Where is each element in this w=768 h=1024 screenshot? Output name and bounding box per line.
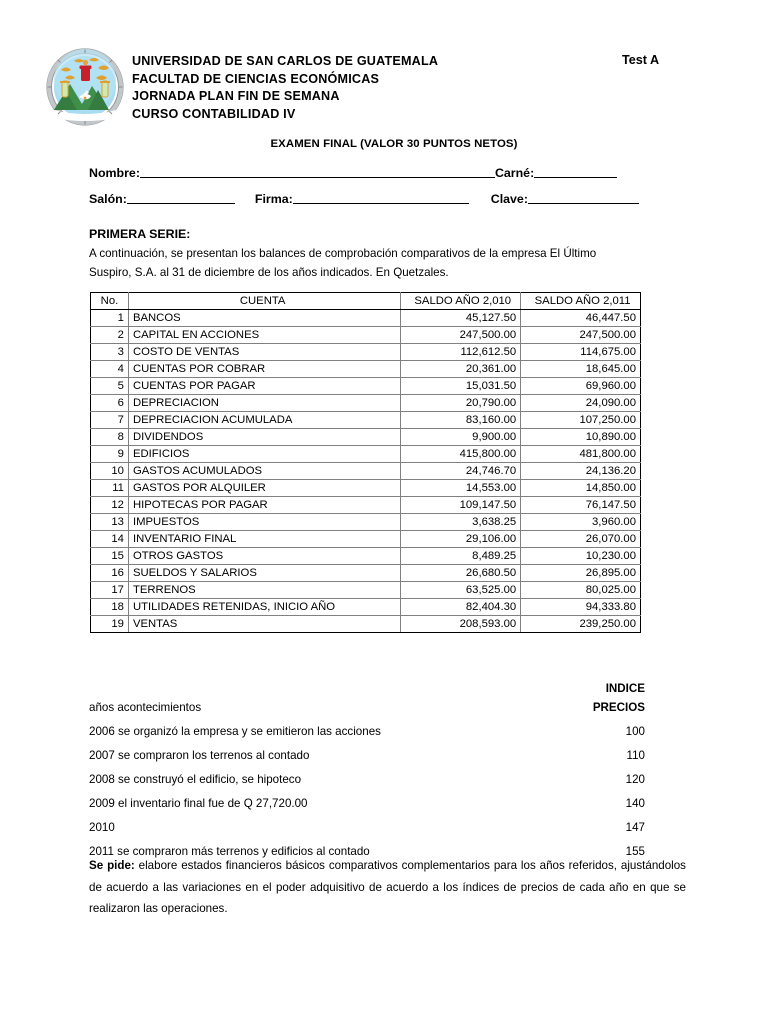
cell-saldo-2010: 20,790.00 bbox=[401, 395, 521, 412]
cell-saldo-2011: 94,333.80 bbox=[521, 599, 641, 616]
indice-row bbox=[89, 720, 645, 744]
column-header-cuenta: CUENTA bbox=[128, 293, 400, 310]
balance-comprobacion-table bbox=[90, 292, 641, 633]
se-pide-paragraph bbox=[89, 855, 686, 920]
cell-saldo-2010: 3,638.25 bbox=[401, 514, 521, 531]
cell-saldo-2010: 415,800.00 bbox=[401, 446, 521, 463]
form-row-nombre-carne bbox=[89, 164, 689, 180]
firma-input[interactable] bbox=[293, 191, 469, 204]
cell-no: 14 bbox=[91, 531, 129, 548]
usac-seal-icon bbox=[46, 48, 124, 126]
indice-row bbox=[89, 792, 645, 816]
cell-saldo-2010: 82,404.30 bbox=[401, 599, 521, 616]
indice-row bbox=[89, 744, 645, 768]
table-row bbox=[91, 616, 641, 633]
cell-cuenta: CUENTAS POR PAGAR bbox=[128, 378, 400, 395]
cell-saldo-2011: 26,070.00 bbox=[521, 531, 641, 548]
cell-no: 9 bbox=[91, 446, 129, 463]
table-row bbox=[91, 446, 641, 463]
cell-saldo-2010: 45,127.50 bbox=[401, 310, 521, 327]
cell-saldo-2011: 107,250.00 bbox=[521, 412, 641, 429]
cell-cuenta: IMPUESTOS bbox=[128, 514, 400, 531]
indice-event-text: 2010 bbox=[89, 821, 115, 834]
cell-saldo-2011: 18,645.00 bbox=[521, 361, 641, 378]
table-header bbox=[91, 293, 641, 310]
indice-value: 120 bbox=[625, 773, 645, 786]
indice-value: 155 bbox=[625, 845, 645, 858]
column-header-saldo-2010: SALDO AÑO 2,010 bbox=[401, 293, 521, 310]
table-row bbox=[91, 429, 641, 446]
nombre-label: Nombre: bbox=[89, 166, 140, 180]
indice-event-text: 2011 se compraron más terrenos y edificios al contado bbox=[89, 845, 370, 858]
table-row bbox=[91, 599, 641, 616]
cell-saldo-2010: 83,160.00 bbox=[401, 412, 521, 429]
form-row-salon-firma-clave bbox=[89, 190, 689, 206]
nombre-input[interactable] bbox=[140, 165, 495, 178]
cell-saldo-2011: 3,960.00 bbox=[521, 514, 641, 531]
se-pide-lead: Se pide: bbox=[89, 859, 135, 872]
cell-no: 15 bbox=[91, 548, 129, 565]
cell-no: 7 bbox=[91, 412, 129, 429]
cell-no: 3 bbox=[91, 344, 129, 361]
clave-input[interactable] bbox=[528, 191, 639, 204]
cell-saldo-2010: 26,680.50 bbox=[401, 565, 521, 582]
cell-cuenta: GASTOS ACUMULADOS bbox=[128, 463, 400, 480]
institution-line-4: CURSO CONTABILIDAD IV bbox=[132, 106, 296, 121]
cell-cuenta: TERRENOS bbox=[128, 582, 400, 599]
table-row bbox=[91, 565, 641, 582]
cell-saldo-2010: 109,147.50 bbox=[401, 497, 521, 514]
cell-cuenta: SUELDOS Y SALARIOS bbox=[128, 565, 400, 582]
indice-legend-row bbox=[89, 696, 645, 720]
section-title-primera-serie: PRIMERA SERIE: bbox=[89, 227, 191, 241]
cell-cuenta: COSTO DE VENTAS bbox=[128, 344, 400, 361]
exam-title: EXAMEN FINAL (VALOR 30 PUNTOS NETOS) bbox=[270, 138, 518, 150]
indice-event-text: 2008 se construyó el edificio, se hipoteco bbox=[89, 773, 302, 786]
indice-event-text: 2007 se compraron los terrenos al contado bbox=[89, 749, 310, 762]
cell-no: 4 bbox=[91, 361, 129, 378]
indice-value: 147 bbox=[625, 821, 645, 834]
cell-no: 1 bbox=[91, 310, 129, 327]
cell-no: 13 bbox=[91, 514, 129, 531]
cell-saldo-2011: 24,090.00 bbox=[521, 395, 641, 412]
section-intro-paragraph: A continuación, se presentan los balances de comprobación comparativos de la empresa El Último Suspiro, S.A. al 31 de diciembre de los años indicados. En Quetzales. bbox=[89, 247, 597, 279]
column-header-saldo-2011: SALDO AÑO 2,011 bbox=[521, 293, 641, 310]
salon-label: Salón: bbox=[89, 192, 127, 206]
cell-saldo-2011: 24,136.20 bbox=[521, 463, 641, 480]
table-row bbox=[91, 395, 641, 412]
cell-saldo-2010: 24,746.70 bbox=[401, 463, 521, 480]
se-pide-body: elabore estados financieros básicos comparativos complementarios para los años referidos, ajustándolos de acuerdo a las variaciones en el poder adquisitivo de acuerdo a los índices de precios de cada año en que se realizaron las operaciones. bbox=[89, 859, 686, 915]
indice-value: 110 bbox=[626, 749, 645, 762]
cell-saldo-2011: 481,800.00 bbox=[521, 446, 641, 463]
cell-saldo-2011: 26,895.00 bbox=[521, 565, 641, 582]
cell-saldo-2010: 15,031.50 bbox=[401, 378, 521, 395]
cell-saldo-2011: 14,850.00 bbox=[521, 480, 641, 497]
cell-cuenta: VENTAS bbox=[128, 616, 400, 633]
cell-saldo-2010: 9,900.00 bbox=[401, 429, 521, 446]
indice-precios-section bbox=[89, 681, 645, 864]
cell-cuenta: OTROS GASTOS bbox=[128, 548, 400, 565]
cell-cuenta: DIVIDENDOS bbox=[128, 429, 400, 446]
table-row bbox=[91, 531, 641, 548]
cell-saldo-2011: 239,250.00 bbox=[521, 616, 641, 633]
cell-saldo-2011: 46,447.50 bbox=[521, 310, 641, 327]
indice-row bbox=[89, 768, 645, 792]
institution-line-1: UNIVERSIDAD DE SAN CARLOS DE GUATEMALA bbox=[132, 54, 439, 68]
cell-saldo-2011: 10,890.00 bbox=[521, 429, 641, 446]
cell-cuenta: HIPOTECAS POR PAGAR bbox=[128, 497, 400, 514]
cell-cuenta: CAPITAL EN ACCIONES bbox=[128, 327, 400, 344]
cell-no: 2 bbox=[91, 327, 129, 344]
cell-saldo-2010: 29,106.00 bbox=[401, 531, 521, 548]
cell-saldo-2011: 114,675.00 bbox=[521, 344, 641, 361]
cell-saldo-2011: 10,230.00 bbox=[521, 548, 641, 565]
table-row bbox=[91, 463, 641, 480]
table-row bbox=[91, 378, 641, 395]
indice-rows-container bbox=[89, 720, 645, 864]
table-row bbox=[91, 497, 641, 514]
table-row bbox=[91, 310, 641, 327]
table-header-row bbox=[91, 293, 641, 310]
table-row bbox=[91, 480, 641, 497]
cell-no: 8 bbox=[91, 429, 129, 446]
cell-cuenta: DEPRECIACION ACUMULADA bbox=[128, 412, 400, 429]
clave-label: Clave: bbox=[490, 192, 528, 206]
cell-no: 10 bbox=[91, 463, 129, 480]
cell-cuenta: DEPRECIACION bbox=[128, 395, 400, 412]
firma-label: Firma: bbox=[254, 192, 293, 206]
cell-no: 6 bbox=[91, 395, 129, 412]
cell-cuenta: EDIFICIOS bbox=[128, 446, 400, 463]
cell-saldo-2011: 247,500.00 bbox=[521, 327, 641, 344]
table-row bbox=[91, 327, 641, 344]
salon-input[interactable] bbox=[127, 191, 235, 204]
cell-cuenta: BANCOS bbox=[128, 310, 400, 327]
cell-no: 19 bbox=[91, 616, 129, 633]
table-row bbox=[91, 361, 641, 378]
cell-cuenta: UTILIDADES RETENIDAS, INICIO AÑO bbox=[128, 599, 400, 616]
cell-no: 18 bbox=[91, 599, 129, 616]
table-row bbox=[91, 548, 641, 565]
table-row bbox=[91, 514, 641, 531]
cell-no: 5 bbox=[91, 378, 129, 395]
table-row bbox=[91, 344, 641, 361]
cell-cuenta: GASTOS POR ALQUILER bbox=[128, 480, 400, 497]
cell-saldo-2011: 80,025.00 bbox=[521, 582, 641, 599]
cell-saldo-2010: 247,500.00 bbox=[401, 327, 521, 344]
cell-cuenta: CUENTAS POR COBRAR bbox=[128, 361, 400, 378]
table-body bbox=[91, 310, 641, 633]
cell-saldo-2010: 208,593.00 bbox=[401, 616, 521, 633]
cell-saldo-2010: 20,361.00 bbox=[401, 361, 521, 378]
cell-saldo-2010: 112,612.50 bbox=[401, 344, 521, 361]
cell-no: 12 bbox=[91, 497, 129, 514]
indice-event-text: 2009 el inventario final fue de Q 27,720.00 bbox=[89, 797, 308, 810]
cell-saldo-2010: 14,553.00 bbox=[401, 480, 521, 497]
indice-head-line-1: INDICE bbox=[605, 682, 645, 695]
institution-line-3: JORNADA PLAN FIN DE SEMANA bbox=[132, 89, 340, 103]
cell-cuenta: INVENTARIO FINAL bbox=[128, 531, 400, 548]
indice-value: 100 bbox=[625, 725, 645, 738]
cell-saldo-2011: 76,147.50 bbox=[521, 497, 641, 514]
cell-no: 17 bbox=[91, 582, 129, 599]
carne-input[interactable] bbox=[534, 165, 617, 178]
cell-saldo-2010: 63,525.00 bbox=[401, 582, 521, 599]
indice-value: 140 bbox=[625, 797, 645, 810]
carne-label: Carné: bbox=[494, 166, 535, 180]
indice-event-text: 2006 se organizó la empresa y se emitieron las acciones bbox=[89, 725, 381, 738]
cell-no: 11 bbox=[91, 480, 129, 497]
cell-saldo-2011: 69,960.00 bbox=[521, 378, 641, 395]
column-header-no: No. bbox=[91, 293, 129, 310]
cell-saldo-2010: 8,489.25 bbox=[401, 548, 521, 565]
indice-head-line-2: PRECIOS bbox=[592, 701, 645, 714]
indice-legend-label: años acontecimientos bbox=[89, 701, 202, 714]
table-row bbox=[91, 582, 641, 599]
cell-no: 16 bbox=[91, 565, 129, 582]
table-row bbox=[91, 412, 641, 429]
institution-line-2: FACULTAD DE CIENCIAS ECONÓMICAS bbox=[132, 71, 380, 86]
indice-row bbox=[89, 816, 645, 840]
test-version-label: Test A bbox=[622, 53, 660, 67]
